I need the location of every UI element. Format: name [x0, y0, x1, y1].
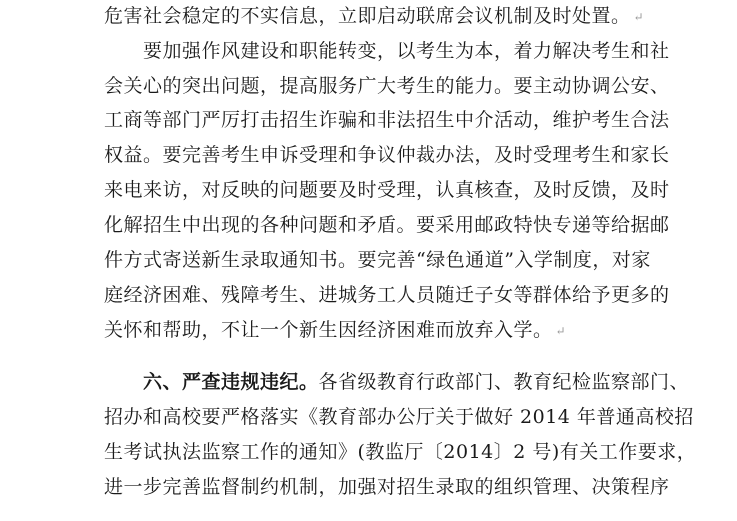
text: 庭经济困难、残障考生、进城务工人员随迁子女等群体给予更多的 — [104, 284, 670, 306]
paragraph-2-line-4 — [104, 143, 670, 167]
paragraph-2-line-7 — [104, 248, 651, 272]
text: 要加强作风建设和职能转变，以考生为本，着力解决考生和社 — [143, 40, 670, 62]
paragraph-3-line-3 — [104, 440, 696, 464]
paragraph-2-line-5 — [104, 178, 670, 202]
paragraph-mark-icon: ↵ — [555, 324, 567, 338]
text: 件方式寄送新生录取通知书。要完善“绿色通道”入学制度，对家 — [104, 249, 651, 271]
text: 招办和高校要严格落实《教育部办公厅关于做好 2014 年普通高校招 — [104, 406, 694, 428]
text: 工商等部门严厉打击招生诈骗和非法招生中介活动，维护考生合法 — [104, 109, 670, 131]
text: 关怀和帮助，不让一个新生因经济困难而放弃入学。 — [104, 319, 553, 341]
text: 危害社会稳定的不实信息，立即启动联席会议机制及时处置。 — [104, 5, 631, 27]
text: 化解招生中出现的各种问题和矛盾。要采用邮政特快专递等给据邮 — [104, 214, 670, 236]
paragraph-2-line-1 — [143, 39, 670, 63]
text: 进一步完善监督制约机制，加强对招生录取的组织管理、决策程序 — [104, 476, 670, 498]
text: 来电来访，对反映的问题要及时受理，认真核查，及时反馈，及时 — [104, 179, 670, 201]
paragraph-2-line-6 — [104, 213, 670, 237]
text: 各省级教育行政部门、教育纪检监察部门、 — [318, 371, 690, 393]
text: 权益。要完善考生申诉受理和争议仲裁办法，及时受理考生和家长 — [104, 144, 670, 166]
text: 会关心的突出问题，提高服务广大考生的能力。要主动协调公安、 — [104, 75, 670, 97]
section-heading: 六、严查违规违纪。 — [143, 371, 319, 393]
paragraph-2-line-8 — [104, 283, 670, 307]
paragraph-2-line-9 — [104, 318, 566, 343]
paragraph-3-line-1 — [143, 370, 689, 394]
paragraph-2-line-2 — [104, 74, 670, 98]
paragraph-mark-icon: ↵ — [633, 10, 645, 24]
paragraph-3-line-2 — [104, 405, 694, 429]
paragraph-3-line-4 — [104, 475, 670, 499]
paragraph-2-line-3 — [104, 108, 670, 132]
paragraph-1-line-1 — [104, 4, 644, 29]
text: 生考试执法监察工作的通知》(教监厅〔2014〕2 号)有关工作要求， — [104, 441, 697, 463]
